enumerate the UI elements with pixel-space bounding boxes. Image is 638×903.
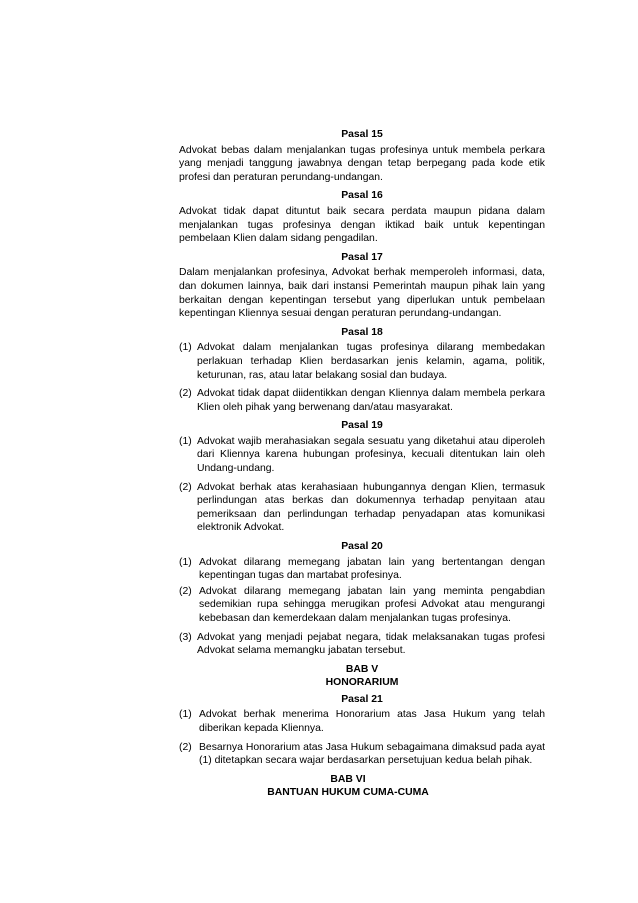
pasal-21-item-1 — [179, 708, 545, 735]
pasal-15-text: Advokat bebas dalam menjalankan tugas profesinya untuk membela perkara yang menjadi tanggung jawabnya dengan tetap berpegang pada kode etik profesi dan peraturan perundang-undangan. — [179, 144, 545, 183]
item-number: (1) — [179, 435, 192, 447]
bab-6-subtitle: BANTUAN HUKUM CUMA-CUMA — [267, 786, 429, 798]
pasal-18-item-1 — [179, 341, 545, 382]
pasal-21-item-2 — [179, 741, 545, 768]
item-text: Advokat berhak atas kerahasiaan hubungannya dengan Klien, termasuk perlindungan atas berkas dan dokumennya terhadap penyitaan atau pemeriksaan dan perlindungan terhadap penyadapan atas komunikasi elektronik Advokat. — [197, 481, 545, 534]
document-page — [179, 128, 545, 799]
item-number: (1) — [179, 342, 192, 354]
pasal-18-heading: Pasal 18 — [341, 326, 383, 338]
pasal-19-heading: Pasal 19 — [341, 420, 383, 432]
item-number: (2) — [179, 585, 192, 597]
item-number: (2) — [179, 741, 192, 753]
bab-6-title: BAB VI — [330, 773, 366, 785]
pasal-20-heading: Pasal 20 — [341, 541, 383, 553]
item-text: Advokat berhak menerima Honorarium atas Jasa Hukum yang telah diberikan kepada Kliennya. — [199, 709, 545, 734]
pasal-17-heading: Pasal 17 — [341, 251, 383, 263]
bab-5-title: BAB V — [345, 663, 379, 675]
item-number: (3) — [179, 631, 192, 643]
item-number: (1) — [179, 709, 192, 721]
pasal-18-item-2 — [179, 387, 545, 414]
pasal-15-heading: Pasal 15 — [341, 129, 383, 140]
pasal-20-item-2 — [179, 585, 545, 626]
pasal-20-item-3 — [179, 631, 545, 658]
pasal-16-heading: Pasal 16 — [341, 190, 383, 202]
pasal-21-heading: Pasal 21 — [341, 693, 383, 705]
pasal-19-item-1 — [179, 435, 545, 476]
item-text: Advokat dilarang memegang jabatan lain yang meminta pengabdian sedemikian rupa sehingga merugikan profesi Advokat atau mengurangi kebebasan dan kemerdekaan dalam menjalankan tugas profesinya. — [199, 585, 545, 624]
pasal-16-text: Advokat tidak dapat dituntut baik secara perdata maupun pidana dalam menjalankan tugas profesinya dengan iktikad baik untuk kepentingan pembelaan Klien dalam sidang pengadilan. — [179, 205, 545, 245]
item-text: Advokat dilarang memegang jabatan lain yang bertentangan dengan kepentingan tugas dan martabat profesinya. — [199, 556, 545, 582]
item-text: Advokat dalam menjalankan tugas profesinya dilarang membedakan perlakuan terhadap Klien berdasarkan jenis kelamin, agama, politik, keturunan, ras, atau latar belakang sosial dan budaya. — [197, 342, 545, 381]
item-number: (2) — [179, 481, 192, 493]
item-text: Advokat tidak dapat diidentikkan dengan Kliennya dalam membela perkara Klien oleh pihak yang berwenang dan/atau masyarakat. — [197, 388, 545, 413]
item-number: (1) — [179, 556, 192, 568]
item-number: (2) — [179, 388, 192, 400]
pasal-17-text: Dalam menjalankan profesinya, Advokat berhak memperoleh informasi, data, dan dokumen lainnya, baik dari instansi Pemerintah maupun pihak lain yang berkaitan dengan kepentingan tersebut yang diperlukan untuk pembelaan kepentingan Kliennya sesuai dengan peraturan perundang-undangan. — [179, 267, 545, 320]
item-text: Besarnya Honorarium atas Jasa Hukum sebagaimana dimaksud pada ayat (1) ditetapkan secara wajar berdasarkan persetujuan kedua belah pihak. — [199, 741, 545, 767]
bab-5-subtitle: HONORARIUM — [325, 676, 399, 688]
pasal-20-item-1 — [179, 556, 545, 583]
pasal-19-item-2 — [179, 481, 545, 535]
item-text: Advokat yang menjadi pejabat negara, tidak melaksanakan tugas profesi Advokat selama memangku jabatan tersebut. — [197, 631, 545, 657]
item-text: Advokat wajib merahasiakan segala sesuatu yang diketahui atau diperoleh dari Kliennya karena hubungan profesinya, kecuali ditentukan lain oleh Undang-undang. — [197, 435, 545, 475]
